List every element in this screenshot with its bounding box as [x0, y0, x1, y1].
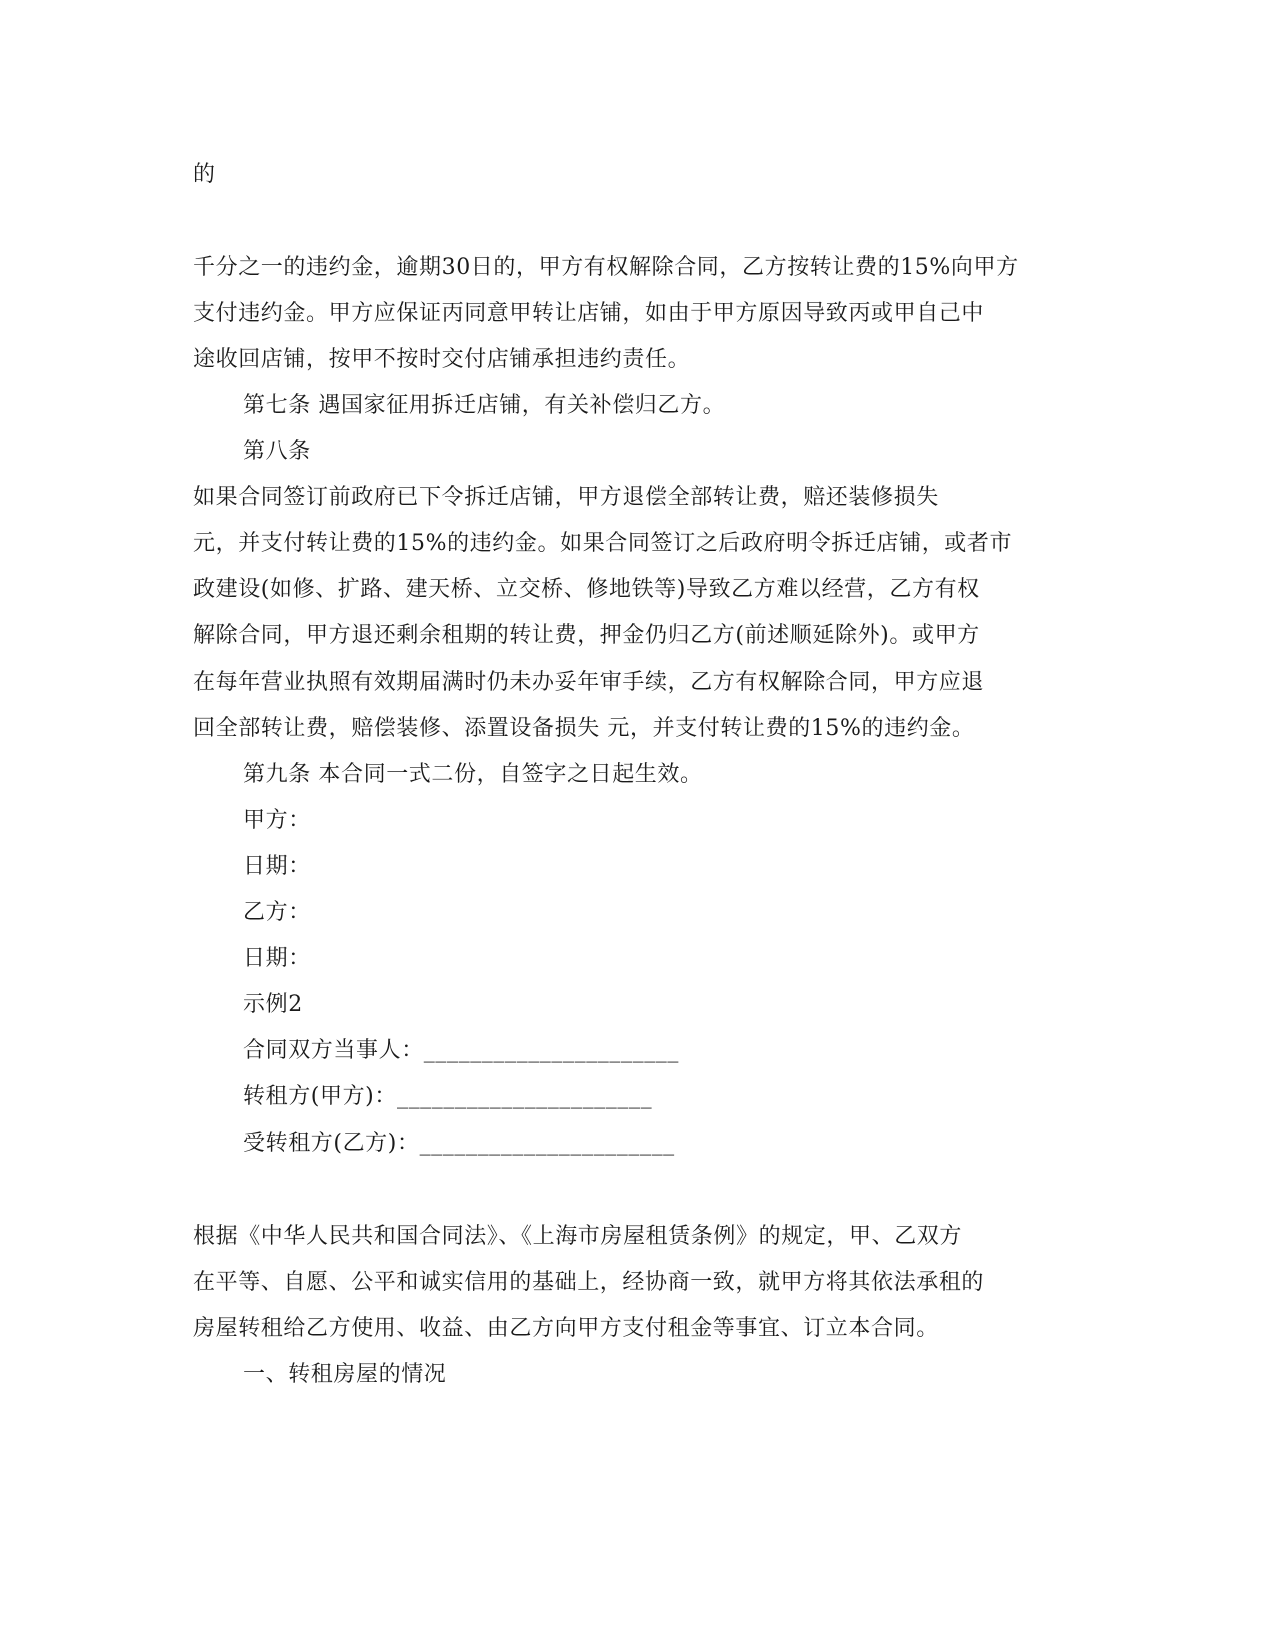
party-b-date: 日期： [243, 946, 311, 971]
text-line: 元，并支付转让费的15%的违约金。如果合同签订之后政府明令拆迁店铺，或者市 [193, 531, 1013, 556]
text-line: 解除合同，甲方退还剩余租期的转让费，押金仍归乙方(前述顺延除外)。或甲方 [193, 623, 980, 648]
article-8-heading: 第八条 [243, 439, 311, 464]
party-a-signature: 甲方： [243, 808, 311, 833]
sublessee-field: 受转租方(乙方)：______________________ [243, 1131, 675, 1156]
section-heading: 一、转租房屋的情况 [243, 1362, 447, 1387]
article-7: 第七条 遇国家征用拆迁店铺，有关补偿归乙方。 [243, 393, 726, 418]
party-a-date: 日期： [243, 854, 311, 879]
contract-parties-field: 合同双方当事人：______________________ [243, 1038, 680, 1063]
text-line: 支付违约金。甲方应保证丙同意甲转让店铺，如由于甲方原因导致丙或甲自己中 [193, 301, 985, 326]
text-line: 如果合同签订前政府已下令拆迁店铺，甲方退偿全部转让费，赔还装修损失 [193, 485, 939, 510]
example-heading: 示例2 [243, 992, 303, 1017]
article-9: 第九条 本合同一式二份，自签字之日起生效。 [243, 762, 703, 787]
text-line: 千分之一的违约金，逾期30日的，甲方有权解除合同，乙方按转让费的15%向甲方 [193, 255, 1019, 280]
text-line: 在每年营业执照有效期届满时仍未办妥年审手续，乙方有权解除合同，甲方应退 [193, 670, 985, 695]
sublessor-field: 转租方(甲方)：______________________ [243, 1084, 653, 1109]
text-line: 根据《中华人民共和国合同法》、《上海市房屋租赁条例》的规定，甲、乙双方 [193, 1224, 963, 1249]
text-line: 回全部转让费，赔偿装修、添置设备损失 元，并支付转让费的15%的违约金。 [193, 716, 975, 741]
party-b-signature: 乙方： [243, 900, 311, 925]
text-line: 房屋转租给乙方使用、收益、由乙方向甲方支付租金等事宜、订立本合同。 [193, 1316, 939, 1341]
text-line: 途收回店铺，按甲不按时交付店铺承担违约责任。 [193, 347, 691, 372]
text-line: 在平等、自愿、公平和诚实信用的基础上，经协商一致，就甲方将其依法承租的 [193, 1270, 985, 1295]
text-line: 政建设(如修、扩路、建天桥、立交桥、修地铁等)导致乙方难以经营，乙方有权 [193, 577, 980, 602]
text-line: 的 [193, 162, 216, 187]
